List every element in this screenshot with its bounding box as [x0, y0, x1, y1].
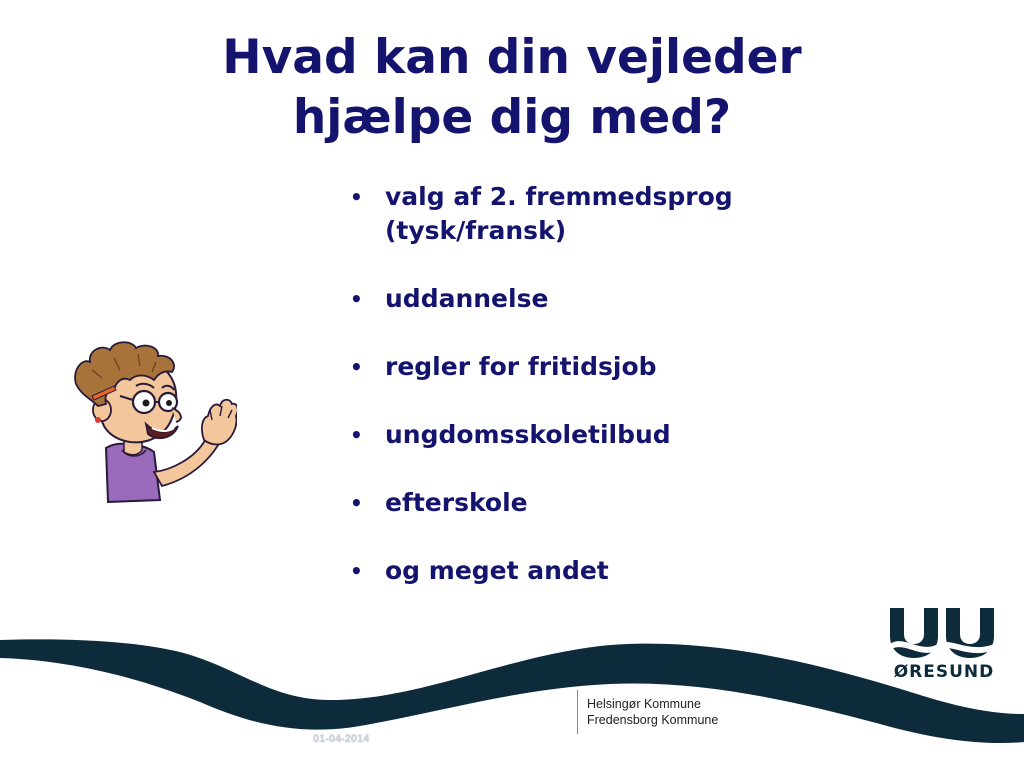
bullet-item: [350, 350, 810, 384]
bullet-item: [350, 282, 810, 316]
bullet-item: [350, 418, 810, 452]
slide-title-line-1: Hvad kan din vejleder: [222, 30, 802, 85]
bullet-marker: •: [350, 559, 363, 583]
bullet-marker: •: [350, 355, 363, 379]
footer-divider: [577, 690, 578, 734]
slide-title: [0, 28, 1024, 148]
logo-text: ØRESUND: [893, 662, 995, 682]
bullet-text: og meget andet: [385, 556, 609, 585]
bullet-list: [350, 180, 810, 622]
slide-title-line-2: hjælpe dig med?: [292, 90, 732, 145]
wave-decoration: [0, 600, 1024, 768]
bullet-text: ungdomsskoletilbud: [385, 420, 671, 449]
waving-person-illustration: [62, 340, 237, 508]
bullet-text: valg af 2. fremmedsprog: [385, 182, 733, 211]
bullet-item: [350, 554, 810, 588]
bullet-text: efterskole: [385, 488, 528, 517]
bullet-marker: •: [350, 287, 363, 311]
bullet-text: uddannelse: [385, 284, 549, 313]
footer-municipality-1: Helsingør Kommune: [587, 697, 701, 711]
bullet-marker: •: [350, 423, 363, 447]
bullet-text-continuation: (tysk/fransk): [385, 216, 567, 245]
bullet-marker: •: [350, 185, 363, 209]
footer-municipality-2: Fredensborg Kommune: [587, 713, 719, 727]
bullet-item: [350, 486, 810, 520]
footer-municipalities: [587, 696, 718, 728]
bullet-item: [350, 180, 810, 248]
slide-date: 01-04-2014: [313, 733, 370, 745]
bullet-marker: •: [350, 491, 363, 515]
bullet-text: regler for fritidsjob: [385, 352, 657, 381]
